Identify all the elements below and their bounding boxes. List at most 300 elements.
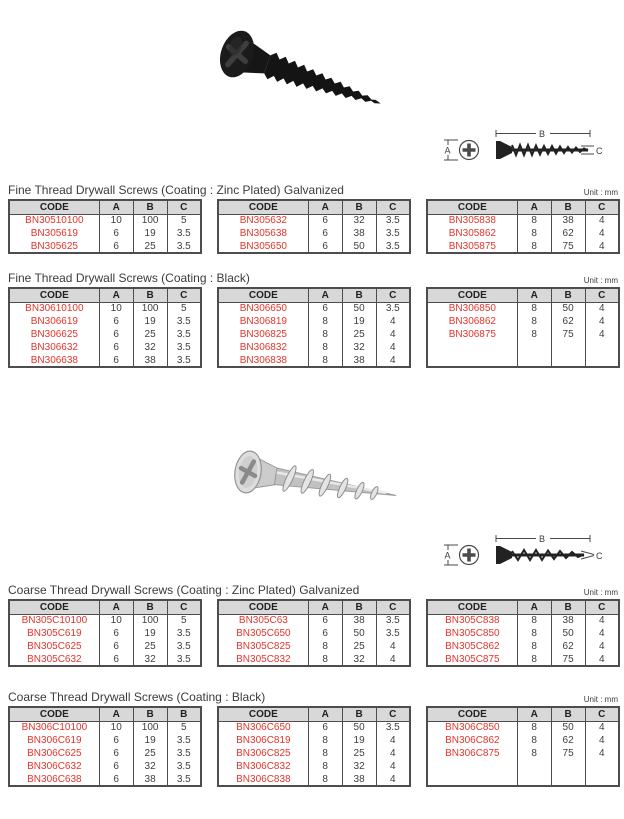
value-cell: 5 <box>167 214 201 227</box>
table-row <box>218 721 410 734</box>
code-cell: BN306632 <box>9 341 99 354</box>
value-cell: 100 <box>133 302 167 315</box>
value-cell: 6 <box>99 760 133 773</box>
code-cell: BN305C10100 <box>9 614 99 627</box>
value-cell: 4 <box>585 227 619 240</box>
code-cell: BN305C825 <box>218 640 308 653</box>
value-cell: 6 <box>99 734 133 747</box>
value-cell: 19 <box>133 627 167 640</box>
table-row <box>427 302 619 315</box>
value-cell: 38 <box>133 773 167 786</box>
value-cell: 50 <box>342 302 376 315</box>
code-cell <box>427 341 517 354</box>
column-header: C <box>167 600 201 614</box>
value-cell <box>551 341 585 354</box>
column-header: B <box>551 707 585 721</box>
value-cell: 6 <box>308 302 342 315</box>
value-cell: 8 <box>308 747 342 760</box>
table-row <box>427 328 619 341</box>
spec-table <box>8 599 202 667</box>
value-cell: 10 <box>99 721 133 734</box>
value-cell: 5 <box>167 302 201 315</box>
value-cell <box>517 773 551 786</box>
column-header: B <box>133 707 167 721</box>
section-fine-zinc <box>8 183 620 254</box>
screw-side-view-head <box>496 141 512 159</box>
value-cell: 3.5 <box>167 747 201 760</box>
table-row <box>218 354 410 367</box>
value-cell: 8 <box>517 721 551 734</box>
value-cell: 6 <box>99 315 133 328</box>
dim-label-c: C <box>596 551 603 561</box>
value-cell: 100 <box>133 614 167 627</box>
value-cell: 6 <box>308 721 342 734</box>
column-header: C <box>376 288 410 302</box>
code-cell: BN306C638 <box>9 773 99 786</box>
code-cell: BN306C619 <box>9 734 99 747</box>
unit-label: Unit : mm <box>583 188 618 197</box>
dim-label-b: B <box>539 129 546 139</box>
table-row <box>218 747 410 760</box>
value-cell: 62 <box>551 640 585 653</box>
dim-label-b: B <box>539 534 546 544</box>
value-cell: 75 <box>551 747 585 760</box>
section-title: Coarse Thread Drywall Screws (Coating : Zinc Plated) Galvanized <box>8 583 360 597</box>
column-header: B <box>342 288 376 302</box>
value-cell: 6 <box>99 627 133 640</box>
table-row <box>9 747 201 760</box>
value-cell: 10 <box>99 614 133 627</box>
table-row <box>218 734 410 747</box>
column-header: B <box>133 288 167 302</box>
value-cell: 4 <box>585 721 619 734</box>
header-row <box>427 200 619 214</box>
header-row <box>9 200 201 214</box>
value-cell: 4 <box>376 315 410 328</box>
dim-label-a: A <box>444 145 451 156</box>
code-cell: BN306C825 <box>218 747 308 760</box>
value-cell: 8 <box>517 240 551 253</box>
value-cell: 4 <box>376 734 410 747</box>
value-cell: 3.5 <box>167 653 201 666</box>
code-cell: BN305C850 <box>427 627 517 640</box>
code-cell: BN305C875 <box>427 653 517 666</box>
code-cell: BN305862 <box>427 227 517 240</box>
column-header: B <box>133 200 167 214</box>
value-cell: 10 <box>99 214 133 227</box>
value-cell: 8 <box>308 315 342 328</box>
value-cell: 100 <box>133 721 167 734</box>
value-cell <box>585 760 619 773</box>
code-cell <box>427 354 517 367</box>
code-cell: BN305650 <box>218 240 308 253</box>
column-header: CODE <box>9 288 99 302</box>
value-cell: 6 <box>99 773 133 786</box>
value-cell: 5 <box>167 721 201 734</box>
table-row <box>9 653 201 666</box>
table-row <box>9 614 201 627</box>
value-cell: 4 <box>376 640 410 653</box>
value-cell: 50 <box>342 721 376 734</box>
section-title: Fine Thread Drywall Screws (Coating : Black) <box>8 271 250 285</box>
value-cell: 4 <box>585 640 619 653</box>
value-cell: 6 <box>99 354 133 367</box>
code-cell: BN305C862 <box>427 640 517 653</box>
table-row <box>427 721 619 734</box>
value-cell: 25 <box>133 240 167 253</box>
value-cell: 6 <box>99 240 133 253</box>
code-cell: BN306C650 <box>218 721 308 734</box>
value-cell: 50 <box>551 302 585 315</box>
value-cell: 4 <box>585 747 619 760</box>
header-row <box>427 707 619 721</box>
value-cell: 8 <box>308 341 342 354</box>
table-row <box>427 214 619 227</box>
code-cell: BN306C632 <box>9 760 99 773</box>
unit-label: Unit : mm <box>583 276 618 285</box>
value-cell: 4 <box>585 328 619 341</box>
header-row <box>218 600 410 614</box>
value-cell: 4 <box>585 240 619 253</box>
header-row <box>9 600 201 614</box>
column-header: A <box>517 600 551 614</box>
value-cell: 8 <box>517 614 551 627</box>
column-header: C <box>167 200 201 214</box>
value-cell: 6 <box>99 227 133 240</box>
code-cell <box>427 773 517 786</box>
code-cell: BN306838 <box>218 354 308 367</box>
value-cell: 8 <box>517 302 551 315</box>
value-cell: 3.5 <box>167 240 201 253</box>
value-cell: 6 <box>308 227 342 240</box>
spec-table <box>426 599 620 667</box>
value-cell: 6 <box>99 747 133 760</box>
code-cell: BN305619 <box>9 227 99 240</box>
value-cell: 8 <box>308 773 342 786</box>
column-header: CODE <box>218 707 308 721</box>
value-cell <box>551 760 585 773</box>
unit-label: Unit : mm <box>583 695 618 704</box>
column-header: CODE <box>427 707 517 721</box>
value-cell <box>517 354 551 367</box>
table-row <box>9 227 201 240</box>
table-row <box>427 315 619 328</box>
column-header: B <box>167 707 201 721</box>
column-header: A <box>308 200 342 214</box>
code-cell: BN306C832 <box>218 760 308 773</box>
column-header: CODE <box>9 200 99 214</box>
spec-table <box>217 287 411 368</box>
spec-table <box>217 706 411 787</box>
table-row <box>427 734 619 747</box>
screw-thread <box>263 51 386 117</box>
table-row <box>218 214 410 227</box>
value-cell: 5 <box>167 614 201 627</box>
table-row <box>427 627 619 640</box>
value-cell: 25 <box>342 747 376 760</box>
column-header: C <box>376 707 410 721</box>
column-header: C <box>585 288 619 302</box>
spec-table <box>217 599 411 667</box>
column-header: A <box>308 707 342 721</box>
code-cell: BN305C838 <box>427 614 517 627</box>
value-cell: 32 <box>133 760 167 773</box>
section-fine-black <box>8 271 620 368</box>
fine-thread-screw-photo <box>205 14 415 124</box>
table-row <box>218 341 410 354</box>
value-cell: 19 <box>133 315 167 328</box>
section-coarse-black <box>8 690 620 787</box>
value-cell: 8 <box>308 734 342 747</box>
table-row <box>427 614 619 627</box>
code-cell: BN306832 <box>218 341 308 354</box>
value-cell: 4 <box>376 328 410 341</box>
code-cell: BN306619 <box>9 315 99 328</box>
value-cell: 4 <box>585 315 619 328</box>
value-cell: 8 <box>517 640 551 653</box>
header-row <box>427 600 619 614</box>
value-cell: 6 <box>308 240 342 253</box>
spec-table <box>426 706 620 787</box>
value-cell: 3.5 <box>376 614 410 627</box>
code-cell: BN306862 <box>427 315 517 328</box>
section-title: Coarse Thread Drywall Screws (Coating : Black) <box>8 690 266 704</box>
code-cell: BN305638 <box>218 227 308 240</box>
table-row <box>9 734 201 747</box>
column-header: B <box>551 200 585 214</box>
column-header: A <box>517 707 551 721</box>
table-row <box>218 302 410 315</box>
value-cell: 4 <box>585 653 619 666</box>
value-cell: 75 <box>551 328 585 341</box>
fine-screw-dimension-diagram <box>438 126 610 173</box>
value-cell: 6 <box>99 653 133 666</box>
value-cell: 8 <box>517 653 551 666</box>
value-cell: 3.5 <box>167 640 201 653</box>
header-row <box>427 288 619 302</box>
value-cell: 3.5 <box>167 354 201 367</box>
table-row <box>427 773 619 786</box>
value-cell: 4 <box>376 341 410 354</box>
coarse-thread-screw-photo <box>226 438 406 533</box>
value-cell: 38 <box>342 227 376 240</box>
value-cell: 8 <box>517 214 551 227</box>
value-cell: 38 <box>342 354 376 367</box>
code-cell: BN306875 <box>427 328 517 341</box>
value-cell <box>585 773 619 786</box>
code-cell: BN305C63 <box>218 614 308 627</box>
code-cell: BN30610100 <box>9 302 99 315</box>
value-cell: 6 <box>99 328 133 341</box>
value-cell: 62 <box>551 734 585 747</box>
spec-table <box>217 199 411 254</box>
column-header: B <box>551 288 585 302</box>
value-cell <box>585 341 619 354</box>
value-cell: 8 <box>517 747 551 760</box>
value-cell: 3.5 <box>376 214 410 227</box>
value-cell: 10 <box>99 302 133 315</box>
value-cell: 62 <box>551 315 585 328</box>
value-cell: 19 <box>342 734 376 747</box>
value-cell: 8 <box>308 653 342 666</box>
code-cell: BN306C875 <box>427 747 517 760</box>
code-cell: BN305C632 <box>9 653 99 666</box>
phillips-cross-icon <box>463 549 476 562</box>
spec-table <box>8 199 202 254</box>
code-cell: BN306C850 <box>427 721 517 734</box>
table-row <box>427 240 619 253</box>
code-cell: BN306650 <box>218 302 308 315</box>
value-cell: 6 <box>308 214 342 227</box>
table-row <box>9 773 201 786</box>
column-header: CODE <box>218 288 308 302</box>
code-cell: BN306850 <box>427 302 517 315</box>
value-cell: 8 <box>308 328 342 341</box>
value-cell: 3.5 <box>167 328 201 341</box>
code-cell: BN305875 <box>427 240 517 253</box>
value-cell: 50 <box>342 627 376 640</box>
value-cell: 8 <box>517 627 551 640</box>
column-header: CODE <box>218 600 308 614</box>
column-header: B <box>342 200 376 214</box>
value-cell: 3.5 <box>376 627 410 640</box>
value-cell: 3.5 <box>167 227 201 240</box>
table-row <box>9 214 201 227</box>
table-row <box>9 640 201 653</box>
value-cell: 6 <box>99 341 133 354</box>
code-cell: BN305C625 <box>9 640 99 653</box>
header-row <box>9 288 201 302</box>
table-row <box>9 315 201 328</box>
column-header: CODE <box>427 288 517 302</box>
value-cell: 8 <box>308 760 342 773</box>
header-row <box>218 288 410 302</box>
value-cell: 3.5 <box>376 227 410 240</box>
value-cell: 4 <box>376 747 410 760</box>
value-cell: 50 <box>551 721 585 734</box>
code-cell: BN305C650 <box>218 627 308 640</box>
column-header: C <box>376 600 410 614</box>
coarse-screw-dimension-diagram <box>438 531 610 578</box>
table-row <box>218 328 410 341</box>
code-cell: BN306638 <box>9 354 99 367</box>
code-cell: BN306C838 <box>218 773 308 786</box>
value-cell: 50 <box>551 627 585 640</box>
unit-label: Unit : mm <box>583 588 618 597</box>
table-row <box>218 240 410 253</box>
code-cell: BN305C619 <box>9 627 99 640</box>
column-header: B <box>133 600 167 614</box>
column-header: C <box>167 288 201 302</box>
table-row <box>427 760 619 773</box>
table-row <box>9 302 201 315</box>
value-cell: 4 <box>376 653 410 666</box>
table-row <box>427 653 619 666</box>
value-cell: 8 <box>308 354 342 367</box>
value-cell: 38 <box>342 773 376 786</box>
black-screw-image <box>205 14 415 119</box>
value-cell: 3.5 <box>167 627 201 640</box>
spec-table <box>426 199 620 254</box>
table-row <box>218 315 410 328</box>
value-cell: 32 <box>133 341 167 354</box>
value-cell: 32 <box>342 760 376 773</box>
table-row <box>218 614 410 627</box>
table-row <box>218 627 410 640</box>
code-cell: BN305838 <box>427 214 517 227</box>
spec-table <box>8 287 202 368</box>
value-cell: 4 <box>585 214 619 227</box>
value-cell: 75 <box>551 240 585 253</box>
code-cell: BN306825 <box>218 328 308 341</box>
table-row <box>9 328 201 341</box>
value-cell: 3.5 <box>167 734 201 747</box>
value-cell: 19 <box>342 315 376 328</box>
value-cell: 8 <box>517 328 551 341</box>
section-coarse-zinc <box>8 583 620 667</box>
column-header: A <box>517 200 551 214</box>
value-cell <box>517 760 551 773</box>
value-cell: 3.5 <box>167 315 201 328</box>
value-cell: 3.5 <box>376 721 410 734</box>
table-row <box>218 773 410 786</box>
value-cell: 19 <box>133 227 167 240</box>
value-cell: 25 <box>133 640 167 653</box>
value-cell: 4 <box>376 760 410 773</box>
column-header: CODE <box>9 600 99 614</box>
column-header: C <box>585 200 619 214</box>
value-cell: 50 <box>342 240 376 253</box>
code-cell: BN305625 <box>9 240 99 253</box>
value-cell: 32 <box>342 341 376 354</box>
code-cell: BN306C819 <box>218 734 308 747</box>
value-cell <box>551 773 585 786</box>
value-cell: 3.5 <box>167 773 201 786</box>
zinc-screw-image <box>226 438 406 528</box>
column-header: CODE <box>427 200 517 214</box>
table-row <box>9 240 201 253</box>
value-cell: 6 <box>99 640 133 653</box>
table-row <box>427 747 619 760</box>
table-row <box>218 227 410 240</box>
value-cell: 3.5 <box>167 760 201 773</box>
spec-table <box>8 706 202 787</box>
column-header: B <box>551 600 585 614</box>
header-row <box>218 200 410 214</box>
value-cell: 3.5 <box>167 341 201 354</box>
column-header: B <box>342 600 376 614</box>
code-cell: BN306625 <box>9 328 99 341</box>
value-cell: 100 <box>133 214 167 227</box>
code-cell: BN30510100 <box>9 214 99 227</box>
table-row <box>427 354 619 367</box>
value-cell: 38 <box>551 214 585 227</box>
screw-side-view-head <box>496 546 512 564</box>
value-cell: 4 <box>376 354 410 367</box>
value-cell: 32 <box>342 214 376 227</box>
value-cell: 4 <box>376 773 410 786</box>
column-header: C <box>585 707 619 721</box>
table-row <box>427 341 619 354</box>
column-header: A <box>517 288 551 302</box>
value-cell: 75 <box>551 653 585 666</box>
column-header: CODE <box>427 600 517 614</box>
value-cell: 4 <box>585 614 619 627</box>
value-cell: 4 <box>585 734 619 747</box>
code-cell: BN305632 <box>218 214 308 227</box>
table-row <box>218 640 410 653</box>
table-row <box>427 640 619 653</box>
